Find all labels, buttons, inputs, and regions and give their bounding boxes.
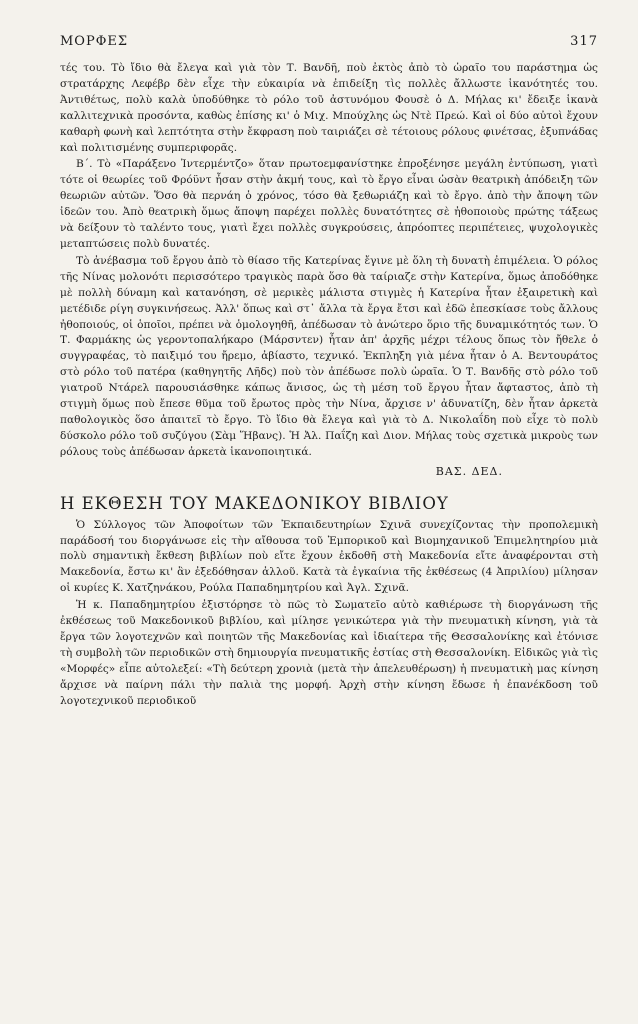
page-number: 317 xyxy=(570,34,598,49)
paragraph: Τὸ ἀνέβασμα τοῦ ἔργου ἀπὸ τὸ θίασο τῆς Κατερίνας ἔγινε μὲ ὅλη τὴ δυνατὴ ἐπιμέλεια. Ὁ ρόλος τῆς Νίνας μολονότι περισσότερο τραγικὸς παρὰ ὅσο θὰ ταίριαζε στὴν Κατερίνα, ὅμως ἀποδόθηκε μὲ πολλὴ δύναμη καὶ κατανόηση, σὲ μερικὲς μάλιστα στιγμὲς ἡ Κατερίνα ἦταν ἐξαιρετικὴ καὶ μετέδιδε ρίγη συγκινήσεως. Ἀλλ' ὅπως καὶ στ᾽ ἄλλα τὰ ἔργα ἔτσι καὶ ἐδῶ ἐπεσκίασε τοὺς ἄλλους ἠθοποιούς, οἱ ὁποῖοι, πρέπει νὰ ὁμολογηθῆ, ἀπέδωσαν τὸ ἀνώτερο ὅριο τῆς δυναμικότητός των. Ὁ Τ. Φαρμάκης ὡς γεροντοπαλήκαρο (Μάρσντεν) ἦταν ἀπ' ἀρχῆς μέχρι τέλους ὅπως τὸν ἤθελε ὁ συγγραφέας, τὸ παιξιμό του ἤρεμο, ἀβίαστο, τεχνικό. Ἐκπληξη γιὰ μένα ἦταν ὁ Α. Βεντουράτος στὸ ρόλο τοῦ πατέρα (καθηγητῆς Λῆδς) ποὺ τὸν ἀπέδωσε πολὺ ὡραῖα. Ὁ Τ. Βανδῆς στὸ ρόλο τοῦ γιατροῦ Ντάρελ παρουσιάσθηκε κάπως ἄνισος, ὡς τὴ μέση τοῦ ἔργου ἦταν ἄφταστος, ἀπὸ τὴ στιγμὴ ὅμως ποὺ ἔπεσε θῦμα τοῦ ἔρωτος πρὸς τὴν Νίνα, ἄρχισε ν' ἀδυνατίζη, δὲν ἦταν ἀρκετὰ παθολογικὸς ὅσο ἀπαιτεῖ τὸ ἔργο. Τὸ ἴδιο θὰ ἔλεγα καὶ γιὰ τὸ Δ. Νικολαΐδη ποὺ εἶχε τὸ πολὺ δύσκολο ρόλο τοῦ συζύγου (Σὰμ Ἥβανς). Ἡ Ἀλ. Παΐζη καὶ Διον. Μήλας τοὺς σχετικὰ μικροὺς των ρόλους τοὺς ἀπέδωσαν ἀρκετὰ ἱκανοποιητικά. xyxy=(60,254,598,458)
paragraph: Ἡ κ. Παπαδημητρίου ἐξιστόρησε τὸ πῶς τὸ Σωματεῖο αὐτὸ καθιέρωσε τὴ διοργάνωση τῆς ἐκθέσεως τοῦ Μακεδονικοῦ βιβλίου, καὶ μίλησε γενικώτερα γιὰ τὴν πνευματικὴ κίνηση, γιὰ τὰ ἔργα τῶν λογοτεχνῶν καὶ ποιητῶν τῆς Μακεδονίας καὶ ἰδιαίτερα τῆς Θεσσαλονίκης καὶ ἐτόνισε τὴ συμβολὴ τῶν περιοδικῶν στὴ δημιουργία πνευματικῆς ἑστίας στὴ Θεσσαλονίκη. Εἰδικῶς γιὰ τὶς «Μορφές» εἶπε αὐτολεξεί: «Τὴ δεύτερη χρονιὰ (μετὰ τὴν ἀπελευθέρωση) ἡ πνευματικὴ μας κίνηση ἄρχισε νὰ παίρνη πάλι τὴν παλιὰ της μορφή. Ἀρχὴ στὴν κίνηση ἔδωσε ἡ ἐπανέκδοση τοῦ λογοτεχνικοῦ περιοδικοῦ xyxy=(60,599,598,707)
running-head xyxy=(60,34,598,49)
paragraph: Ὁ Σύλλογος τῶν Ἀποφοίτων τῶν Ἐκπαιδευτηρίων Σχινᾶ συνεχίζοντας τὴν προπολεμικὴ παράδοσή του διοργάνωσε εἰς τὴν αἴθουσα τοῦ Ἐμπορικοῦ καὶ Βιομηχανικοῦ Ἐπιμελητηρίου μιὰ πολὺ σημαντικὴ ἔκθεση βιβλίων ποὺ εἴτε ἔχουν ἐκδοθῆ στὴ Μακεδονία εἴτε ἀναφέρονται στὴ Μακεδονία, ἔστω κι' ἂν ἐξεδόθησαν ἀλλοῦ. Κατὰ τὰ ἐγκαίνια τῆς ἐκθέσεως (4 Ἀπριλίου) μίλησαν οἱ κυρίες Κ. Χατζηνάκου, Ρούλα Παπαδημητρίου καὶ Ἀγλ. Σχινᾶ. xyxy=(60,518,598,595)
paragraph: τές του. Τὸ ἴδιο θὰ ἔλεγα καὶ γιὰ τὸν Τ. Βανδῆ, ποὺ ἐκτὸς ἀπὸ τὸ ὡραῖο του παράστημα ὡς στρατάρχης Λεφέβρ δὲν εἶχε τὴν εὐκαιρία νὰ ἐπιδείξη τὶς πολλὲς ἄλλωστε ἱκανότητές του. Ἀντιθέτως, πολὺ καλὰ ὑποδύθηκε τὸ ρόλο τοῦ ἀστυνόμου Φουσὲ ὁ Δ. Μήλας κι' ἔδειξε ἱκανὰ καλλιτεχνικὰ προσόντα, καθὼς ἐπίσης κι' ὁ Μιχ. Μπούχλης ὡς Ντὲ Πρεώ. Καὶ οἱ δύο αὐτοὶ ἔχουν καθαρὴ φωνὴ καὶ λεπτότητα στὴν ἔκφραση ποὺ ταιριάζει σὲ τέτοιους ρόλους φινέτσας, ἐξυπνάδας καὶ πολιτισμένης συμπεριφορᾶς. xyxy=(60,62,598,154)
journal-title: ΜΟΡΦΕΣ xyxy=(60,34,129,49)
review-section xyxy=(60,61,598,478)
author-signature: ΒΑΣ. ΔΕΔ. xyxy=(435,464,503,478)
article-section xyxy=(60,494,598,710)
section-heading: Η ΕΚΘΕΣΗ ΤΟΥ ΜΑΚΕΔΟΝΙΚΟΥ ΒΙΒΛΙΟΥ xyxy=(60,493,449,513)
paragraph: Β΄. Τὸ «Παράξενο Ἰντερμέντζο» ὅταν πρωτοεμφανίστηκε ἐπροξένησε μεγάλη ἐντύπωση, γιατὶ τότε οἱ θεωρίες τοῦ Φρόϋντ ἦσαν στὴν ἀκμή τους, καὶ τὸ ἔργο εἶναι ὡσὰν θεατρικὴ ἀπόδειξη τῶν θεωριῶν αὐτῶν. Ὅσο θὰ περνάη ὁ χρόνος, τόσο θὰ ξεθωριάζη καὶ τὸ ἔργο. ἀπὸ τὴν ἄποψη τῶν ἰδεῶν του. Ἀπὸ θεατρικὴ ὅμως ἄποψη παρέχει πολλὲς δυνατότητες σὲ ἠθοποιοὺς πρώτης τάξεως νὰ δείξουν τὸ ταλέντο τους, γιατὶ ἔχει πολλὲς συγκρούσεις, ἀπρόοπτες περιπέτειες, ψυχολογικὲς μεταπτώσεις πολὺ δυνατές. xyxy=(60,158,598,250)
